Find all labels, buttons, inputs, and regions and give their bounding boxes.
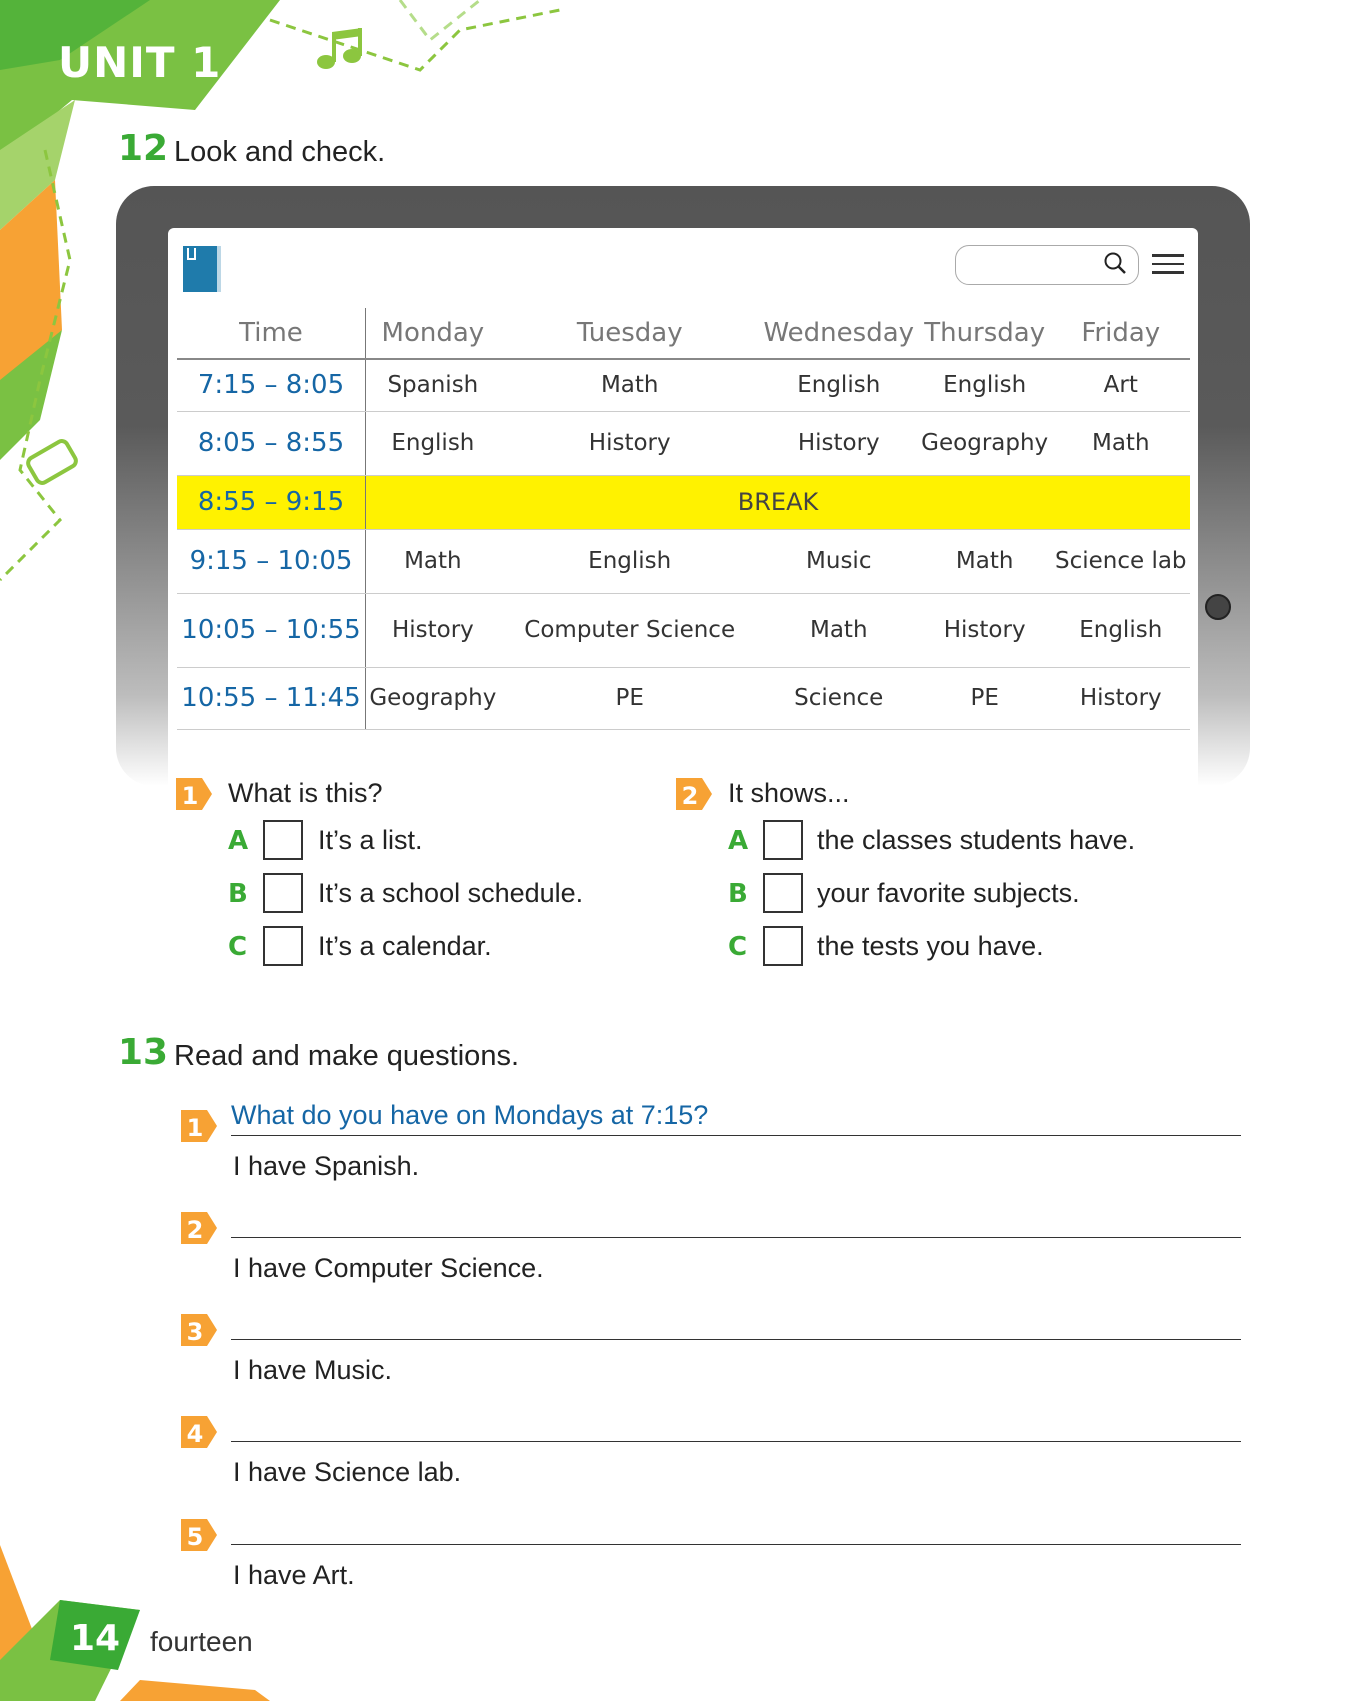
answer-text: I have Music. (233, 1355, 393, 1385)
header-monday: Monday (366, 308, 500, 359)
question-2-badge-number: 2 (681, 782, 699, 810)
question-2-prompt: It shows... (728, 778, 850, 808)
subject-cell: Geography (918, 411, 1052, 475)
item-2-badge-number: 2 (186, 1216, 204, 1244)
subject-cell: Math (918, 529, 1052, 593)
option-letter: B (728, 879, 748, 909)
header-friday: Friday (1052, 308, 1190, 359)
item-4-badge (181, 1416, 217, 1448)
subject-cell: Music (760, 529, 918, 593)
option-text: the classes students have. (817, 825, 1136, 855)
answer-text: I have Spanish. (233, 1151, 420, 1181)
option-text: the tests you have. (817, 931, 1044, 961)
subject-cell: History (366, 593, 500, 667)
table-row (177, 359, 1190, 411)
item-5-badge (181, 1519, 217, 1551)
tablet-home-button (1205, 594, 1231, 620)
subject-cell: Spanish (366, 359, 500, 411)
subject-cell: PE (500, 667, 760, 729)
answer-line-1[interactable] (231, 1135, 1241, 1136)
schedule-table (177, 308, 1190, 730)
header-tuesday: Tuesday (500, 308, 760, 359)
answer-line-5[interactable] (231, 1544, 1241, 1545)
answer-text: I have Art. (233, 1560, 355, 1590)
subject-cell: PE (918, 667, 1052, 729)
checkbox-q1-c[interactable] (263, 926, 303, 966)
search-icon (1104, 252, 1126, 274)
exercise-13-number: 13 (118, 1032, 169, 1073)
subject-cell: English (760, 359, 918, 411)
option-letter: A (228, 826, 249, 856)
subject-cell: Science lab (1052, 529, 1190, 593)
break-cell: BREAK (366, 475, 1191, 529)
subject-cell: Math (1052, 411, 1190, 475)
item-5-badge-number: 5 (186, 1523, 204, 1551)
book-icon (183, 246, 221, 292)
item-3-badge (181, 1314, 217, 1346)
option-letter: B (228, 879, 248, 909)
option-text: your favorite subjects. (817, 878, 1080, 908)
subject-cell: Math (500, 359, 760, 411)
hamburger-menu-icon (1152, 254, 1184, 276)
item-3-badge-number: 3 (186, 1318, 204, 1346)
subject-cell: English (500, 529, 760, 593)
question-2-badge (676, 778, 712, 810)
break-row (177, 475, 1190, 529)
subject-cell: English (366, 411, 500, 475)
checkbox-q2-c[interactable] (763, 926, 803, 966)
question-1-prompt: What is this? (228, 778, 383, 808)
answer-line-3[interactable] (231, 1339, 1241, 1340)
header-time: Time (177, 308, 366, 359)
table-row (177, 411, 1190, 475)
subject-cell: Math (366, 529, 500, 593)
question-1-badge-number: 1 (181, 782, 199, 810)
table-row (177, 667, 1190, 729)
subject-cell: English (918, 359, 1052, 411)
exercise-13-instruction: Read and make questions. (174, 1040, 519, 1072)
page-number: 14 (70, 1618, 121, 1659)
exercise-12-instruction: Look and check. (174, 136, 386, 168)
time-cell: 9:15 – 10:05 (177, 529, 366, 593)
subject-cell: Geography (366, 667, 500, 729)
time-cell: 7:15 – 8:05 (177, 359, 366, 411)
question-example-text: What do you have on Mondays at 7:15? (231, 1100, 709, 1130)
option-letter: C (728, 932, 748, 962)
subject-cell: Science (760, 667, 918, 729)
subject-cell: Art (1052, 359, 1190, 411)
item-1-badge (181, 1110, 217, 1142)
table-row (177, 593, 1190, 667)
time-cell: 10:55 – 11:45 (177, 667, 366, 729)
item-4-badge-number: 4 (186, 1420, 204, 1448)
answer-text: I have Computer Science. (233, 1253, 544, 1283)
option-text: It’s a school schedule. (318, 878, 584, 908)
subject-cell: English (1052, 593, 1190, 667)
answer-line-4[interactable] (231, 1441, 1241, 1442)
subject-cell: History (500, 411, 760, 475)
checkbox-q1-b[interactable] (263, 873, 303, 913)
page-number-word: fourteen (150, 1626, 253, 1657)
question-1-badge (176, 778, 212, 810)
checkbox-q2-b[interactable] (763, 873, 803, 913)
option-text: It’s a list. (318, 825, 423, 855)
schedule-header-row (177, 308, 1190, 359)
time-cell: 10:05 – 10:55 (177, 593, 366, 667)
checkbox-q1-a[interactable] (263, 820, 303, 860)
unit-label: UNIT 1 (58, 38, 222, 87)
table-row (177, 529, 1190, 593)
time-cell: 8:55 – 9:15 (177, 475, 366, 529)
subject-cell: Math (760, 593, 918, 667)
option-text: It’s a calendar. (318, 931, 492, 961)
checkbox-q2-a[interactable] (763, 820, 803, 860)
time-cell: 8:05 – 8:55 (177, 411, 366, 475)
exercise-12-number: 12 (118, 128, 169, 169)
option-letter: A (728, 826, 749, 856)
answer-text: I have Science lab. (233, 1457, 462, 1487)
subject-cell: History (1052, 667, 1190, 729)
subject-cell: History (760, 411, 918, 475)
header-thursday: Thursday (918, 308, 1052, 359)
answer-line-2[interactable] (231, 1237, 1241, 1238)
header-wednesday: Wednesday (760, 308, 918, 359)
item-2-badge (181, 1212, 217, 1244)
subject-cell: Computer Science (500, 593, 760, 667)
option-letter: C (228, 932, 248, 962)
subject-cell: History (918, 593, 1052, 667)
item-1-badge-number: 1 (186, 1114, 204, 1142)
